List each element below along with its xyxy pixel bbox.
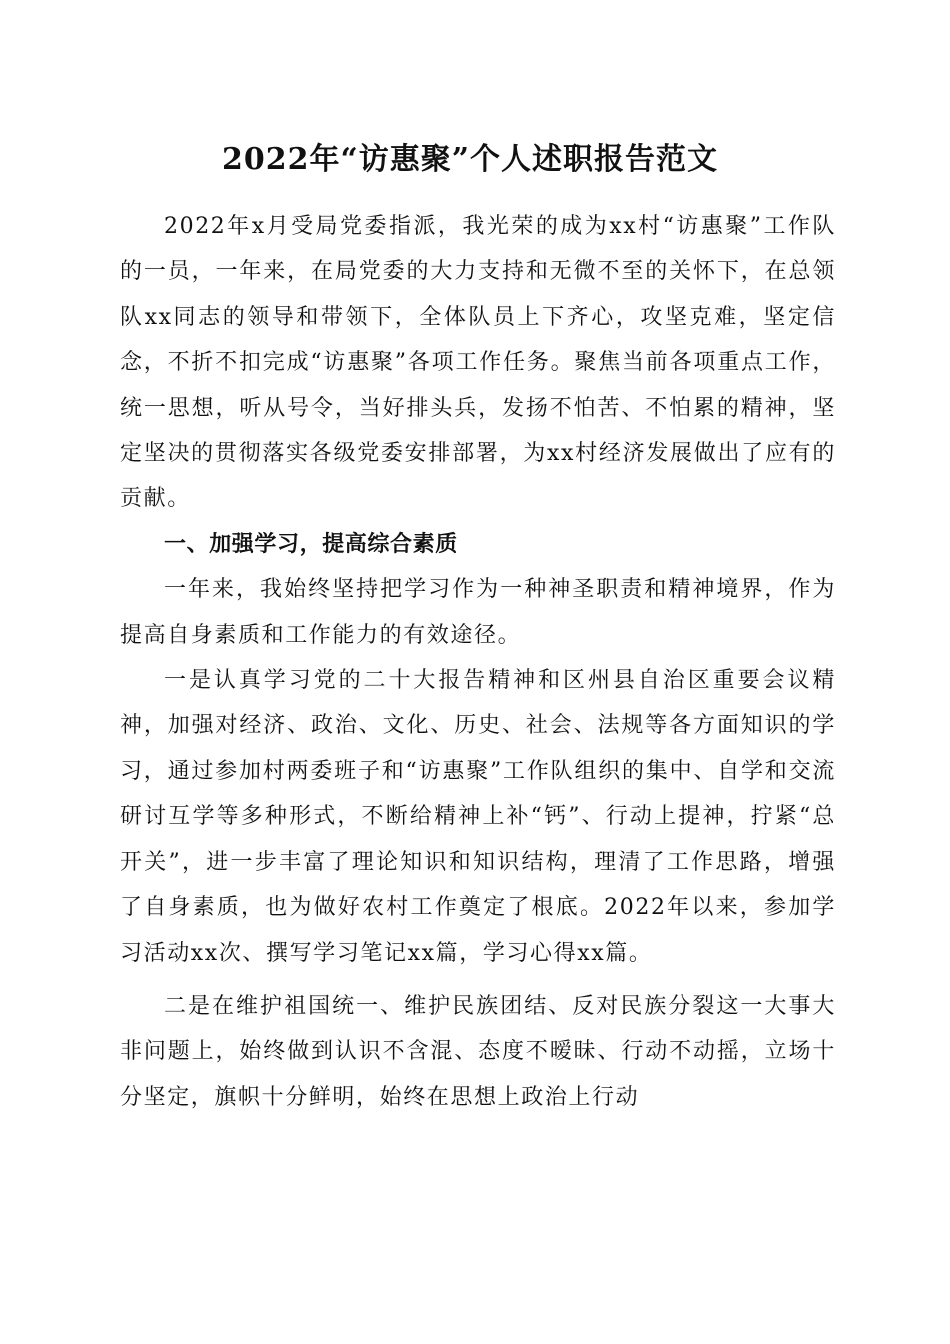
section-heading: 一、加强学习，提高综合素质 [164,531,458,557]
intro-paragraph: 2022年x月受局党委指派，我光荣的成为xx村“访惠聚”工作队的一员，一年来，在局党委的大力支持和无微不至的关怀下，在总领队xx同志的领导和带领下，全体队员上下齐心，攻坚克难，坚定信念，不折不扣完成“访惠聚”各项工作任务。聚焦当前各项重点工作，统一思想，听从号令，当好排头兵，发扬不怕苦、不怕累的精神，坚定坚决的贯彻落实各级党委安排部署，为xx村经济发展做出了应有的贡献。 [120,214,836,512]
section-intro-paragraph: 一年来，我始终坚持把学习作为一种神圣职责和精神境界，作为提高自身素质和工作能力的有效途径。 [120,577,836,648]
point-one-paragraph: 一是认真学习党的二十大报告精神和区州县自治区重要会议精神，加强对经济、政治、文化、历史、社会、法规等各方面知识的学习，通过参加村两委班子和“访惠聚”工作队组织的集中、自学和交流研讨互学等多种形式，不断给精神上补“钙”、行动上提神，拧紧“总开关”，进一步丰富了理论知识和知识结构，理清了工作思路，增强了自身素质，也为做好农村工作奠定了根底。2022年以来，参加学习活动xx次、撰写学习笔记xx篇，学习心得xx篇。 [120,668,836,966]
document-body [120,204,836,1120]
point-two-paragraph: 二是在维护祖国统一、维护民族团结、反对民族分裂这一大事大非问题上，始终做到认识不含混、态度不暧昧、行动不动摇，立场十分坚定，旗帜十分鲜明，始终在思想上政治上行动 [120,993,836,1110]
document-title: 2022年“访惠聚”个人述职报告范文 [221,142,718,177]
